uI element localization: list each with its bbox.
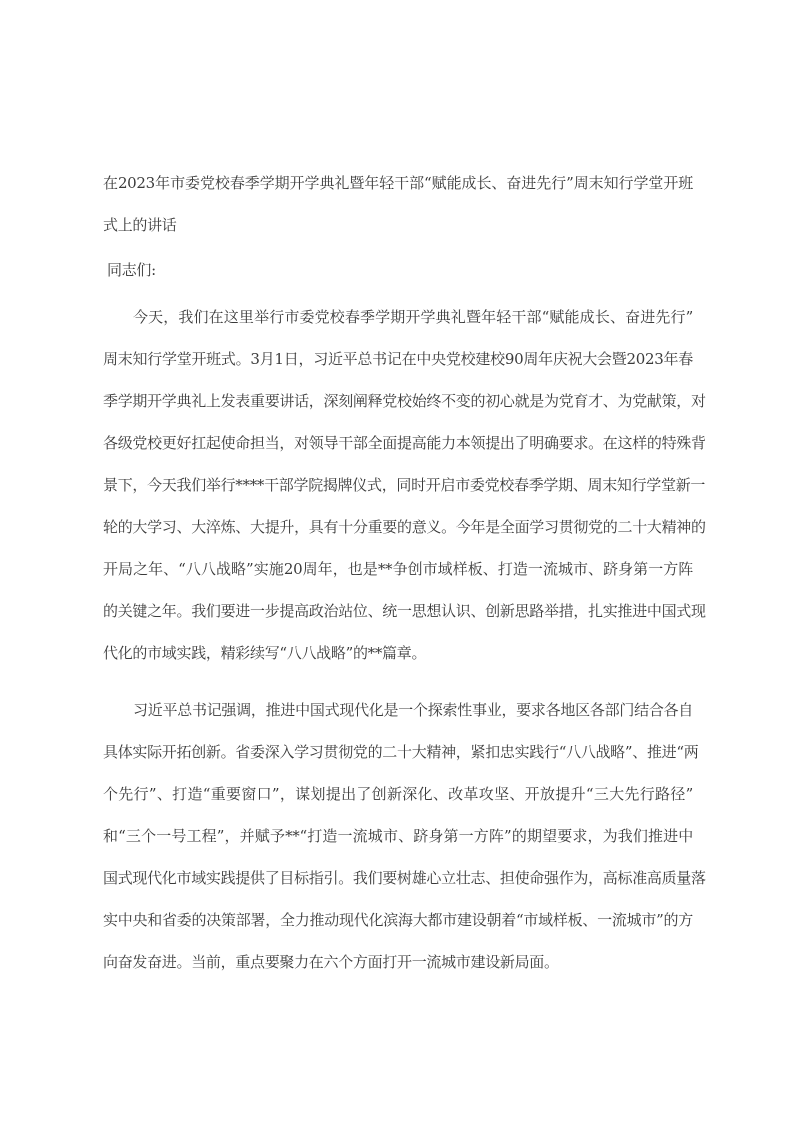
text-line: 各级党校更好扛起使命担当，对领导干部全面提高能力本领提出了明确要求。在这样的特殊背 [103,434,706,452]
text-line: 开局之年、“八八战略”实施20周年，也是**争创市域样板、打造一流城市、跻身第一方阵 [103,560,693,578]
text-line: 季学期开学典礼上发表重要讲话，深刻阐释党校始终不变的初心就是为党育才、为党献策，对 [103,392,706,410]
text-line: 国式现代化市域实践提供了目标指引。我们要树雄心立壮志、担使命强作为，高标准高质量落 [103,869,706,887]
text-line: 向奋发奋进。当前，重点要聚力在六个方面打开一流城市建设新局面。 [103,953,559,971]
text-line: 景下，今天我们举行****干部学院揭牌仪式，同时开启市委党校春季学期、周末知行学堂新一 [103,476,706,494]
text-line: 实中央和省委的决策部署，全力推动现代化滨海大都市建设朝着“市域样板、一流城市”的方 [103,911,693,929]
title-line-2: 式上的讲话 [103,216,177,234]
text-line: 的关键之年。我们要进一步提高政治站位、统一思想认识、创新思路举措，扎实推进中国式现 [103,602,706,620]
text-line: 和“三个一号工程”，并赋予**“打造一流城市、跻身第一方阵”的期望要求，为我们推进中 [103,827,693,845]
salutation: 同志们: [107,261,156,279]
text-line: 个先行”、打造“重要窗口”，谋划提出了创新深化、改革攻坚、开放提升“三大先行路径” [103,785,693,803]
text-line: 轮的大学习、大淬炼、大提升，具有十分重要的意义。今年是全面学习贯彻党的二十大精神的 [103,518,706,536]
title-line-1: 在2023年市委党校春季学期开学典礼暨年轻干部“赋能成长、奋进先行”周末知行学堂开班 [103,174,693,192]
text-line: 周末知行学堂开班式。3月1日，习近平总书记在中央党校建校90周年庆祝大会暨2023年春 [103,350,693,368]
text-line: 今天，我们在这里举行市委党校春季学期开学典礼暨年轻干部“赋能成长、奋进先行” [133,308,693,326]
text-line: 习近平总书记强调，推进中国式现代化是一个探索性事业，要求各地区各部门结合各自 [133,701,693,719]
text-line: 具体实际开拓创新。省委深入学习贯彻党的二十大精神，紧扣忠实践行“八八战略”、推进“两 [103,743,699,761]
text-line: 代化的市域实践，精彩续写“八八战略”的**篇章。 [103,644,427,662]
